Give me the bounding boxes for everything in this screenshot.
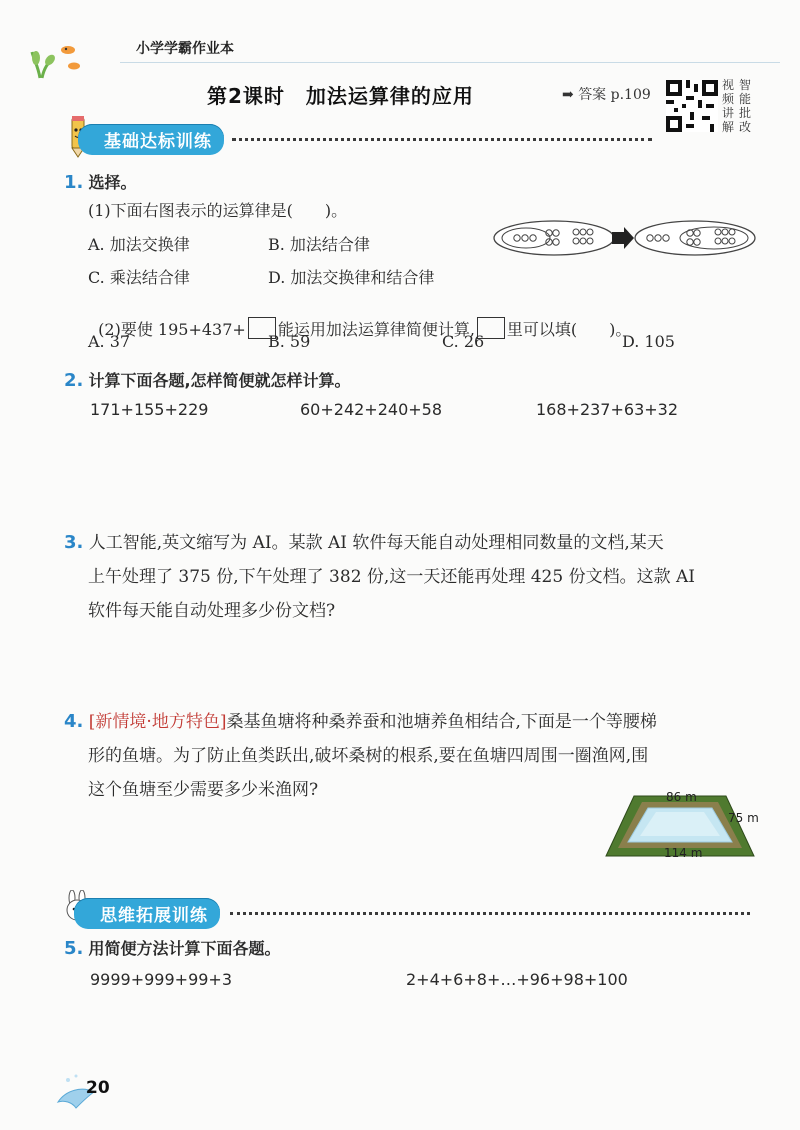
q1-sub1-option-a[interactable]: A. 加法交换律	[88, 235, 190, 254]
q1-sub2-option-a[interactable]: A. 37	[88, 332, 131, 351]
q1-sub2-option-c[interactable]: C. 26	[442, 332, 485, 351]
question-3-line-2: 上午处理了 375 份,下午处理了 382 份,这一天还能再处理 425 份文档。这款 AI	[88, 567, 695, 587]
q1-sub1-option-c[interactable]: C. 乘法结合律	[88, 268, 190, 287]
q1-sub2-option-d[interactable]: D. 105	[622, 332, 675, 351]
q1-sub1-option-d[interactable]: D. 加法交换律和结合律	[268, 268, 435, 287]
question-3-line-1: 3. 人工智能,英文缩写为 AI。某款 AI 软件每天能自动处理相同数量的文档,某天	[64, 532, 664, 553]
header-rule	[120, 62, 780, 63]
q1-sub1-option-b[interactable]: B. 加法结合律	[268, 235, 370, 254]
section-label-basic: 基础达标训练	[78, 124, 224, 155]
q1-sub2-stem: (2)要使 195+437+ 能运用加法运算律简便计算, 里可以填( )。	[88, 298, 631, 340]
q5-expression: 9999+999+99+3	[90, 970, 233, 989]
question-2-title: 2. 计算下面各题,怎样简便就怎样计算。	[64, 370, 351, 391]
lesson-title: 第2课时 加法运算律的应用	[207, 84, 474, 108]
plant-decoration-icon	[30, 38, 85, 84]
video-label: 视 智 频 能 讲 批 解 改	[722, 78, 752, 134]
pond-top-dimension: 86 m	[666, 790, 697, 804]
question-4-line-2: 形的鱼塘。为了防止鱼类跃出,破坏桑树的根系,要在鱼塘四周围一圈渔网,围	[88, 746, 649, 766]
question-3-line-3: 软件每天能自动处理多少份文档?	[88, 601, 336, 621]
section-divider	[230, 912, 750, 915]
question-4-line-3: 这个鱼塘至少需要多少米渔网?	[88, 780, 319, 800]
qr-code[interactable]	[666, 80, 718, 132]
arrow-right-icon: ➡	[562, 87, 574, 103]
section-divider	[232, 138, 652, 141]
section-label-extension: 思维拓展训练	[74, 898, 220, 929]
q1-sub2-option-b[interactable]: B. 59	[268, 332, 311, 351]
q5-expression: 2+4+6+8+…+96+98+100	[406, 970, 628, 989]
question-4-line-1: 4. [新情境·地方特色]桑基鱼塘将种桑养蚕和池塘养鱼相结合,下面是一个等腰梯	[64, 711, 657, 732]
q2-expression: 168+237+63+32	[536, 400, 679, 419]
book-title: 小学学霸作业本	[136, 41, 234, 57]
answer-reference: ➡ 答案 p.109	[562, 87, 651, 103]
question-1-title: 1. 选择。	[64, 172, 137, 193]
q2-expression: 171+155+229	[90, 400, 209, 419]
pond-bottom-dimension: 114 m	[664, 846, 703, 860]
page-number: 20	[86, 1078, 110, 1098]
q1-sub1-stem: (1)下面右图表示的运算律是( )。	[88, 201, 348, 220]
question-5-title: 5. 用简便方法计算下面各题。	[64, 938, 281, 959]
q2-expression: 60+242+240+58	[300, 400, 443, 419]
associative-law-diagram	[492, 218, 760, 262]
pond-side-dimension: 75 m	[728, 811, 759, 825]
context-tag: [新情境·地方特色]	[88, 712, 227, 732]
